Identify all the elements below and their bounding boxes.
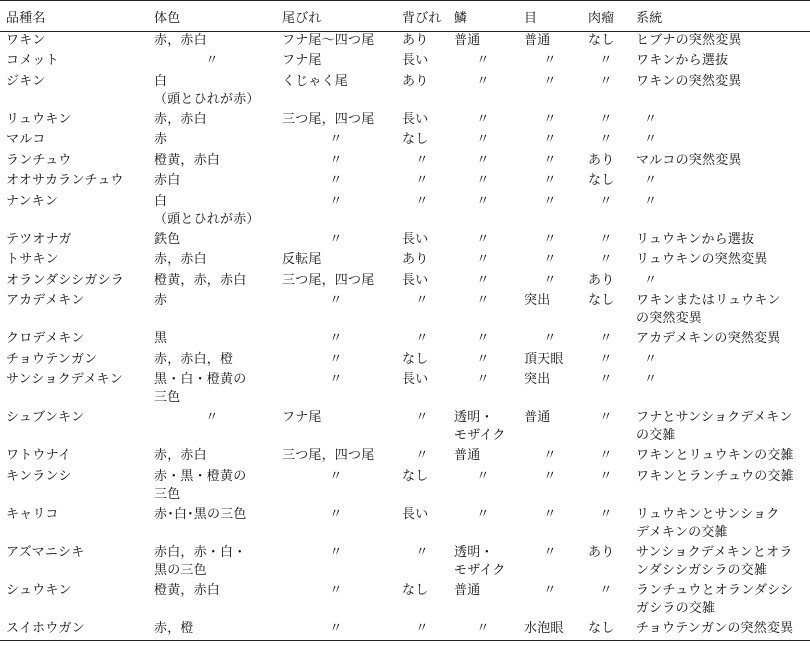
cell-head-growth: 〃 <box>599 506 613 522</box>
cell-variety-name: リュウキン <box>6 111 72 127</box>
header-dorsal-fin: 背びれ <box>396 1 448 32</box>
cell-head-growth: あり <box>588 272 615 288</box>
cell-lineage: ワキンの突然変異 <box>636 73 742 89</box>
table-row <box>0 32 810 53</box>
cell-dorsal-fin: なし <box>402 582 429 598</box>
cell-tail-fin: くじゃく尾 <box>282 73 349 89</box>
cell-dorsal-fin: 〃 <box>415 293 429 308</box>
cell-head-growth: 〃 <box>599 252 613 267</box>
cell-lineage: アカデメキンの突然変異 <box>636 331 781 346</box>
table-row <box>0 447 810 468</box>
cell-eyes: 〃 <box>543 448 557 463</box>
header-eyes: 目 <box>518 1 582 32</box>
cell-dorsal-fin: なし <box>402 351 429 367</box>
cell-scales: 〃 <box>476 468 490 484</box>
table-row <box>0 582 810 620</box>
table-row <box>0 73 810 111</box>
cell-eyes: 〃 <box>543 173 557 188</box>
cell-dorsal-fin: 〃 <box>415 448 429 463</box>
cell-tail-fin: 〃 <box>329 544 343 560</box>
cell-lineage: ワキンとランチュウの交雑 <box>636 468 794 484</box>
cell-lineage: 〃 <box>644 193 658 209</box>
cell-lineage: ワキンまたはリュウキン の突然変異 <box>636 293 781 326</box>
cell-eyes: 〃 <box>543 111 557 127</box>
cell-scales: 〃 <box>476 293 490 308</box>
cell-scales: 〃 <box>476 331 490 346</box>
cell-dorsal-fin: 長い <box>402 111 429 127</box>
cell-scales: 〃 <box>476 173 490 188</box>
cell-tail-fin: 三つ尾，四つ尾 <box>282 111 375 127</box>
cell-lineage: ワキンとリュウキンの交雑 <box>636 448 794 463</box>
cell-dorsal-fin: 長い <box>402 506 429 522</box>
cell-dorsal-fin: 〃 <box>396 620 448 641</box>
cell-body-color: 赤 <box>154 132 168 147</box>
cell-eyes: 〃 <box>543 506 557 522</box>
table-row <box>0 231 810 252</box>
cell-head-growth: なし <box>582 620 630 641</box>
cell-head-growth: 〃 <box>599 111 613 127</box>
cell-body-color: 橙黄，赤，赤白 <box>154 272 247 288</box>
cell-dorsal-fin: あり <box>402 252 429 267</box>
header-tail-fin: 尾びれ <box>276 1 396 32</box>
cell-variety-name: ワトウナイ <box>6 448 72 463</box>
cell-head-growth: 〃 <box>599 73 613 89</box>
cell-variety-name: アカデメキン <box>6 293 85 308</box>
table-row <box>0 292 810 330</box>
cell-eyes: 普通 <box>524 410 551 425</box>
header-variety-name: 品種名 <box>0 1 148 32</box>
cell-variety-name: ワキン <box>6 33 46 48</box>
cell-head-growth: 〃 <box>599 582 613 598</box>
cell-scales: 〃 <box>476 272 490 288</box>
cell-eyes: 〃 <box>543 53 557 68</box>
cell-body-color: 赤，赤白 <box>154 448 207 463</box>
cell-head-growth: 〃 <box>599 351 613 367</box>
cell-variety-name: オランダシシガシラ <box>6 272 124 288</box>
cell-variety-name: キャリコ <box>6 506 59 522</box>
cell-tail-fin: 〃 <box>329 231 343 247</box>
cell-head-growth: 〃 <box>599 132 613 147</box>
cell-scales: 透明・ モザイク <box>454 410 506 443</box>
cell-head-growth: なし <box>588 293 615 308</box>
cell-tail-fin: フナ尾 <box>282 53 322 68</box>
cell-scales: 〃 <box>448 620 518 641</box>
cell-scales: 〃 <box>476 231 490 247</box>
cell-eyes: 普通 <box>524 33 551 48</box>
cell-body-color: 赤･白･黒の三色 <box>154 506 247 522</box>
cell-dorsal-fin: なし <box>402 468 429 484</box>
cell-variety-name: アズマニシキ <box>6 544 85 560</box>
cell-dorsal-fin: あり <box>402 33 429 48</box>
cell-head-growth: あり <box>588 544 615 560</box>
cell-eyes: 突出 <box>524 293 551 308</box>
cell-lineage: チョウテンガンの突然変異 <box>630 620 810 641</box>
cell-body-color: 赤，赤白 <box>154 33 207 48</box>
cell-lineage: 〃 <box>644 111 658 127</box>
cell-tail-fin: 〃 <box>329 582 343 598</box>
table-row <box>0 330 810 351</box>
cell-dorsal-fin: 〃 <box>415 173 429 188</box>
cell-dorsal-fin: 〃 <box>415 331 429 346</box>
cell-dorsal-fin: 長い <box>402 272 429 288</box>
table-row <box>0 272 810 293</box>
cell-dorsal-fin: 〃 <box>415 152 429 168</box>
table-row <box>0 193 810 231</box>
cell-head-growth: 〃 <box>599 372 613 387</box>
table-row <box>0 506 810 544</box>
cell-tail-fin: 〃 <box>276 620 396 641</box>
cell-body-color: 橙黄，赤白 <box>154 152 221 168</box>
cell-dorsal-fin: 〃 <box>415 544 429 560</box>
cell-body-color: 赤白，赤・白・ 黒の三色 <box>154 544 247 578</box>
cell-lineage: サンショクデメキンとオラ ンダシシガシラの交雑 <box>636 544 793 578</box>
cell-tail-fin: 〃 <box>329 152 343 168</box>
cell-eyes: 水泡眼 <box>518 620 582 641</box>
cell-scales: 〃 <box>476 152 490 168</box>
cell-tail-fin: 〃 <box>329 351 343 367</box>
cell-scales: 〃 <box>476 372 490 387</box>
table-row <box>0 251 810 272</box>
cell-eyes: 〃 <box>543 231 557 247</box>
cell-lineage: 〃 <box>644 351 658 367</box>
cell-tail-fin: 〃 <box>329 331 343 346</box>
header-body-color: 体色 <box>148 1 276 32</box>
table-row <box>0 351 810 372</box>
cell-body-color: 〃 <box>205 410 219 425</box>
cell-body-color: 赤白 <box>154 173 181 188</box>
cell-body-color: 鉄色 <box>154 231 181 247</box>
cell-body-color: 橙黄，赤白 <box>154 582 221 598</box>
cell-variety-name: ナンキン <box>6 193 59 209</box>
cell-scales: 〃 <box>476 111 490 127</box>
cell-body-color: 黒・白・橙黄の 三色 <box>154 372 247 405</box>
cell-eyes: 〃 <box>543 132 557 147</box>
cell-variety-name: シュブンキン <box>6 410 85 425</box>
cell-head-growth: 〃 <box>599 448 613 463</box>
cell-lineage: フナとサンショクデメキン の交雑 <box>636 410 793 443</box>
cell-dorsal-fin: 〃 <box>415 410 429 425</box>
cell-body-color: 赤，赤白 <box>154 252 207 267</box>
cell-scales: 〃 <box>476 252 490 267</box>
cell-dorsal-fin: あり <box>402 73 429 89</box>
cell-eyes: 〃 <box>543 73 557 89</box>
cell-tail-fin: 三つ尾，四つ尾 <box>282 272 375 288</box>
cell-variety-name: ジキン <box>6 73 46 89</box>
cell-head-growth: 〃 <box>599 410 613 425</box>
table-row <box>0 371 810 409</box>
cell-variety-name: シュウキン <box>6 582 72 598</box>
cell-dorsal-fin: 長い <box>402 53 429 68</box>
cell-variety-name: テツオナガ <box>6 231 72 247</box>
cell-eyes: 〃 <box>543 544 557 560</box>
cell-lineage: 〃 <box>644 173 658 188</box>
cell-scales: 普通 <box>454 582 481 598</box>
cell-eyes: 〃 <box>543 272 557 288</box>
cell-head-growth: 〃 <box>599 53 613 68</box>
header-row <box>0 1 810 32</box>
cell-eyes: 〃 <box>543 252 557 267</box>
cell-dorsal-fin: 長い <box>402 372 429 387</box>
cell-body-color: 赤，赤白 <box>154 111 207 127</box>
cell-dorsal-fin: 〃 <box>415 193 429 209</box>
cell-eyes: 頂天眼 <box>524 351 564 367</box>
cell-lineage: 〃 <box>644 272 658 288</box>
cell-scales: 普通 <box>454 33 481 48</box>
cell-eyes: 〃 <box>543 152 557 168</box>
cell-body-color: 赤，赤白，橙 <box>154 351 234 367</box>
cell-tail-fin: 〃 <box>329 372 343 387</box>
cell-scales: 〃 <box>476 53 490 68</box>
cell-head-growth: 〃 <box>599 468 613 484</box>
cell-tail-fin: 〃 <box>329 293 343 308</box>
cell-body-color: 黒 <box>154 331 168 346</box>
cell-variety-name: ランチュウ <box>6 152 72 168</box>
cell-head-growth: あり <box>588 152 615 168</box>
cell-tail-fin: フナ尾 <box>282 410 322 425</box>
header-head-growth: 肉瘤 <box>582 1 630 32</box>
cell-dorsal-fin: 長い <box>402 231 429 247</box>
cell-eyes: 〃 <box>543 582 557 598</box>
table-header <box>0 1 810 32</box>
table-row <box>0 468 810 506</box>
cell-tail-fin: 〃 <box>329 506 343 522</box>
cell-head-growth: 〃 <box>599 331 613 346</box>
cell-scales: 〃 <box>476 193 490 209</box>
cell-head-growth: 〃 <box>599 193 613 209</box>
cell-scales: 透明・ モザイク <box>454 544 506 578</box>
cell-tail-fin: 〃 <box>329 173 343 188</box>
cell-tail-fin: 〃 <box>329 468 343 484</box>
table-row <box>0 131 810 152</box>
table-body <box>0 32 810 641</box>
cell-dorsal-fin: なし <box>402 132 429 147</box>
cell-head-growth: なし <box>588 33 615 48</box>
cell-scales: 〃 <box>476 506 490 522</box>
cell-lineage: 〃 <box>644 372 658 387</box>
cell-body-color: 白 （頭とひれが赤） <box>154 73 260 107</box>
cell-lineage: 〃 <box>644 132 658 147</box>
cell-tail-fin: 三つ尾，四つ尾 <box>282 448 375 463</box>
table-row <box>0 620 810 641</box>
cell-lineage: マルコの突然変異 <box>636 152 742 168</box>
cell-variety-name: スイホウガン <box>0 620 148 641</box>
cell-eyes: 〃 <box>543 331 557 346</box>
cell-tail-fin: フナ尾～四つ尾 <box>282 33 375 48</box>
cell-variety-name: クロデメキン <box>6 331 85 346</box>
table-row <box>0 152 810 173</box>
table-row <box>0 111 810 132</box>
table-row <box>0 52 810 73</box>
cell-lineage: ランチュウとオランダシシ ガシラの交雑 <box>636 582 794 616</box>
cell-eyes: 〃 <box>543 468 557 484</box>
cell-eyes: 〃 <box>543 193 557 209</box>
cell-head-growth: 〃 <box>599 231 613 247</box>
cell-scales: 〃 <box>476 73 490 89</box>
cell-lineage: リュウキンとサンショク デメキンの交雑 <box>636 506 780 540</box>
table-row <box>0 409 810 447</box>
cell-variety-name: オオサカランチュウ <box>6 173 124 188</box>
cell-scales: 普通 <box>454 448 481 463</box>
cell-variety-name: サンショクデメキン <box>6 372 123 387</box>
cell-variety-name: マルコ <box>6 132 46 147</box>
cell-body-color: 白 （頭とひれが赤） <box>154 193 260 227</box>
cell-lineage: リュウキンから選抜 <box>636 231 755 247</box>
cell-scales: 〃 <box>476 351 490 367</box>
header-lineage: 系統 <box>630 1 810 32</box>
cell-scales: 〃 <box>476 132 490 147</box>
cell-variety-name: トサキン <box>6 252 59 267</box>
table-row <box>0 544 810 582</box>
cell-variety-name: コメット <box>6 53 59 68</box>
cell-lineage: ワキンから選抜 <box>636 53 729 68</box>
cell-body-color: 赤，橙 <box>148 620 276 641</box>
header-scales: 鱗 <box>448 1 518 32</box>
cell-tail-fin: 反転尾 <box>282 252 322 267</box>
cell-body-color: 〃 <box>205 53 219 68</box>
cell-lineage: ヒブナの突然変異 <box>636 33 742 48</box>
cell-body-color: 赤 <box>154 293 168 308</box>
cell-eyes: 突出 <box>524 372 551 387</box>
cell-lineage: リュウキンの突然変異 <box>636 252 768 267</box>
table-row <box>0 172 810 193</box>
cell-head-growth: なし <box>588 173 615 188</box>
cell-variety-name: キンランシ <box>6 468 72 484</box>
cell-tail-fin: 〃 <box>329 193 343 209</box>
cell-variety-name: チョウテンガン <box>6 351 98 367</box>
cell-body-color: 赤・黒・橙黄の 三色 <box>154 468 247 502</box>
cell-tail-fin: 〃 <box>329 132 343 147</box>
